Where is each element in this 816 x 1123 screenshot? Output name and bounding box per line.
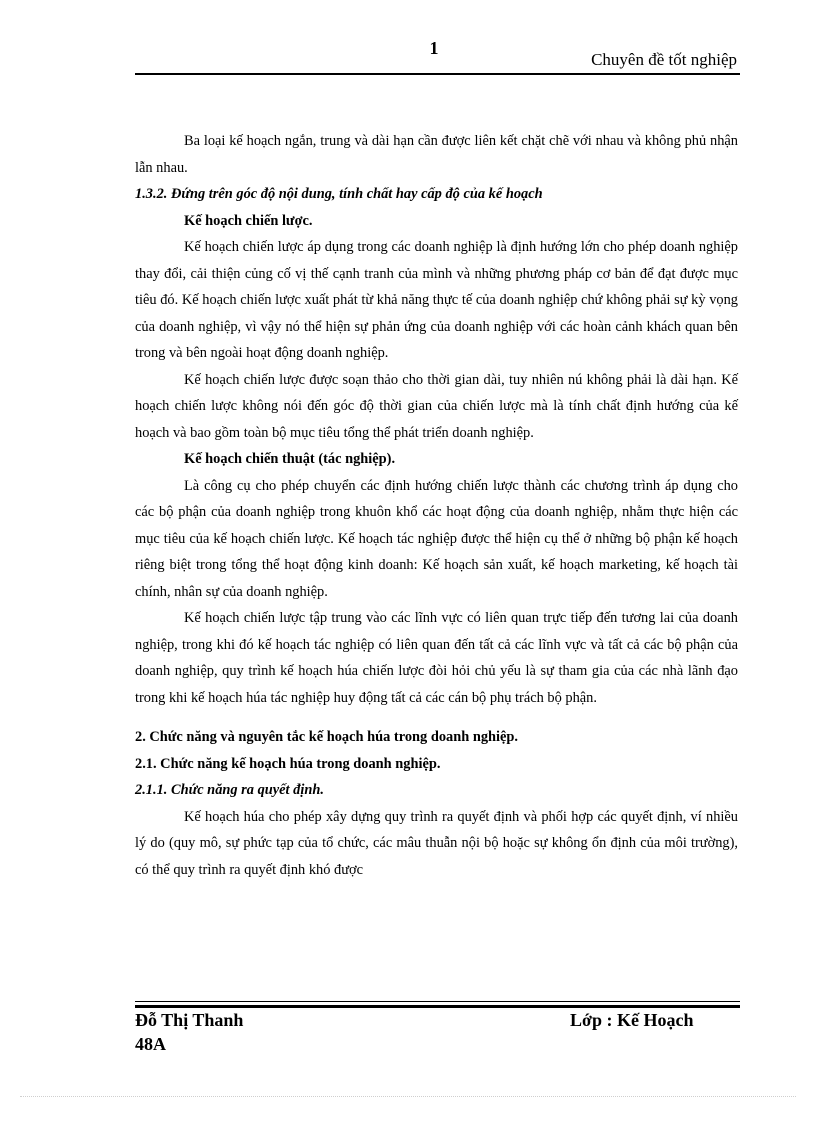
document-body	[135, 128, 738, 883]
subheading-strategic-plan: Kế hoạch chiến lược.	[184, 212, 313, 229]
section-heading-1-3-2: 1.3.2. Đứng trên góc độ nội dung, tính chất hay cấp độ của kế hoạch	[135, 186, 543, 202]
paragraph: Ba loại kế hoạch ngắn, trung và dài hạn cần được liên kết chặt chẽ với nhau và không phủ nhận lẫn nhau.	[135, 133, 738, 176]
paragraph: Kế hoạch chiến lược áp dụng trong các doanh nghiệp là định hướng lớn cho phép doanh nghiệp thay đổi, cải thiện củng cố vị thế cạnh tranh của mình và những phương pháp cơ bản để đạt được mục tiêu đó. Kế hoạch chiến lược xuất phát từ khả năng thực tế của doanh nghiệp chứ không phải sự kỳ vọng của doanh nghiệp, vì vậy nó thể hiện sự phản ứng của doanh nghiệp với các hoàn cảnh khách quan bên trong và bên ngoài hoạt động doanh nghiệp.	[135, 239, 738, 361]
section-heading-2-1: 2.1. Chức năng kế hoạch húa trong doanh nghiệp.	[135, 755, 441, 772]
header-rule	[135, 73, 740, 75]
page-number: 1	[429, 38, 439, 58]
spacer	[135, 711, 738, 724]
section-heading-2-1-1: 2.1.1. Chức năng ra quyết định.	[135, 782, 324, 798]
paragraph: Là công cụ cho phép chuyển các định hướng chiến lược thành các chương trình áp dụng cho các bộ phận của doanh nghiệp trong khuôn khổ các hoạt động của doanh nghiệp, nhằm thực hiện các mục tiêu của kế hoạch chiến lược. Kế hoạch tác nghiệp được thể hiện cụ thể ở những bộ phận kế hoạch riêng biệt trong tổng thể hoạt động kinh doanh: Kế hoạch sản xuất, kế hoạch marketing, kế hoạch tài chính, nhân sự của doanh nghiệp.	[135, 477, 738, 600]
paragraph: Kế hoạch chiến lược tập trung vào các lĩnh vực có liên quan trực tiếp đến tương lai của doanh nghiệp, trong khi đó kế hoạch tác nghiệp có liên quan đến tất cả các lĩnh vực và tất cả các bộ phận của doanh nghiệp, quy trình kế hoạch húa chiến lược đòi hỏi chủ yếu là sự tham gia của các nhà lãnh đạo trong khi kế hoạch húa tác nghiệp huy động tất cả các cán bộ phụ trách bộ phận.	[135, 610, 738, 706]
author-class-code: 48A	[135, 1034, 166, 1054]
subheading-tactical-plan: Kế hoạch chiến thuật (tác nghiệp).	[184, 451, 396, 467]
footer-class: Lớp : Kế Hoạch	[570, 1010, 694, 1030]
page-bottom-border	[20, 1096, 796, 1097]
paragraph: Kế hoạch chiến lược được soạn thảo cho thời gian dài, tuy nhiên nú không phải là dài hạn. Kế hoạch chiến lược không nói đến góc độ thời gian của chiến lược mà là tính chất định hướng của kế hoạch và bao gồm toàn bộ mục tiêu tổng thể phát triển doanh nghiệp.	[135, 371, 738, 441]
section-heading-2: 2. Chức năng và nguyên tắc kế hoạch húa trong doanh nghiệp.	[135, 729, 519, 745]
header-title: Chuyên đề tốt nghiệp	[591, 50, 737, 69]
footer-rule-thin	[135, 1001, 740, 1002]
paragraph: Kế hoạch húa cho phép xây dựng quy trình ra quyết định và phối hợp các quyết định, ví nhiều lý do (quy mô, sự phức tạp của tổ chức, các mâu thuẫn nội bộ hoặc sự không ổn định của môi trường), có thể quy trình ra quyết định khó được	[135, 808, 738, 878]
author-name: Đỗ Thị Thanh	[135, 1010, 244, 1030]
footer-author	[135, 1008, 243, 1056]
